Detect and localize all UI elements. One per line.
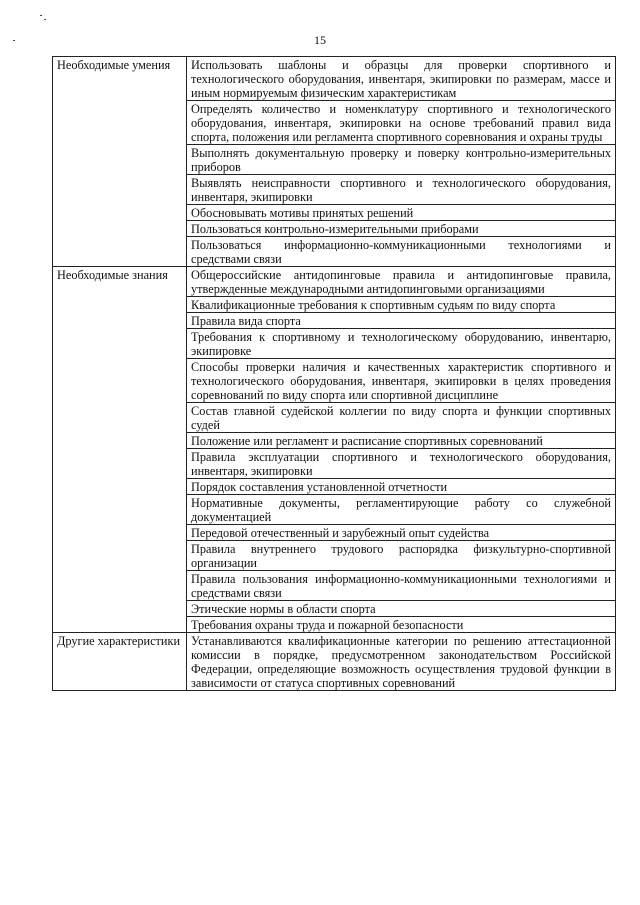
requirement-cell: Выполнять документальную проверку и поверку контрольно-измерительных приборов [187, 145, 616, 175]
requirement-cell: Требования к спортивному и технологическому оборудованию, инвентарю, экипировке [187, 329, 616, 359]
requirement-cell: Состав главной судейской коллегии по виду спорта и функции спортивных судей [187, 403, 616, 433]
requirement-cell: Правила внутреннего трудового распорядка физкультурно-спортивной организации [187, 541, 616, 571]
requirement-cell: Нормативные документы, регламентирующие работу со служебной документацией [187, 495, 616, 525]
table-row [53, 57, 616, 101]
requirement-cell: Устанавливаются квалификационные категории по решению аттестационной комиссии в порядке, предусмотренном законодательством Российской Федерации, определяющие возможность осуществления трудовой функции в зависимости от статуса спортивных соревнований [187, 633, 616, 691]
requirement-cell: Способы проверки наличия и качественных характеристик спортивного и технологического оборудования, инвентаря, экипировки в целях проведения соревнований по виду спорта или спортивной дисциплине [187, 359, 616, 403]
section-heading: Другие характеристики [53, 633, 187, 691]
requirement-cell: Определять количество и номенклатуру спортивного и технологического оборудования, инвентаря, экипировки на основе требований правил вида спорта, положения или регламента спортивного соревнования и охраны труды [187, 101, 616, 145]
requirement-cell: Квалификационные требования к спортивным судьям по виду спорта [187, 297, 616, 313]
requirement-cell: Требования охраны труда и пожарной безопасности [187, 617, 616, 633]
table-row [53, 633, 616, 691]
requirement-cell: Правила эксплуатации спортивного и технологического оборудования, инвентаря, экипировки [187, 449, 616, 479]
requirement-cell: Передовой отечественный и зарубежный опыт судейства [187, 525, 616, 541]
section-heading: Необходимые умения [53, 57, 187, 267]
requirement-cell: Пользоваться контрольно-измерительными приборами [187, 221, 616, 237]
requirement-cell: Этические нормы в области спорта [187, 601, 616, 617]
scan-speck [40, 15, 42, 16]
requirement-cell: Обосновывать мотивы принятых решений [187, 205, 616, 221]
scan-speck [44, 19, 46, 20]
requirement-cell: Общероссийские антидопинговые правила и антидопинговые правила, утвержденные международными антидопинговыми организациями [187, 267, 616, 297]
section-heading: Необходимые знания [53, 267, 187, 633]
requirement-cell: Положение или регламент и расписание спортивных соревнований [187, 433, 616, 449]
requirement-cell: Пользоваться информационно-коммуникационными технологиями и средствами связи [187, 237, 616, 267]
requirement-cell: Использовать шаблоны и образцы для проверки спортивного и технологического оборудования, инвентаря, экипировки по размерам, массе и иным нормируемым физическим характеристикам [187, 57, 616, 101]
qualification-table [52, 56, 616, 691]
page-number: 15 [314, 33, 326, 47]
requirement-cell: Правила вида спорта [187, 313, 616, 329]
requirement-cell: Выявлять неисправности спортивного и технологического оборудования, инвентаря, экипировки [187, 175, 616, 205]
requirement-cell: Порядок составления установленной отчетности [187, 479, 616, 495]
table-row [53, 267, 616, 297]
requirement-cell: Правила пользования информационно-коммуникационными технологиями и средствами связи [187, 571, 616, 601]
